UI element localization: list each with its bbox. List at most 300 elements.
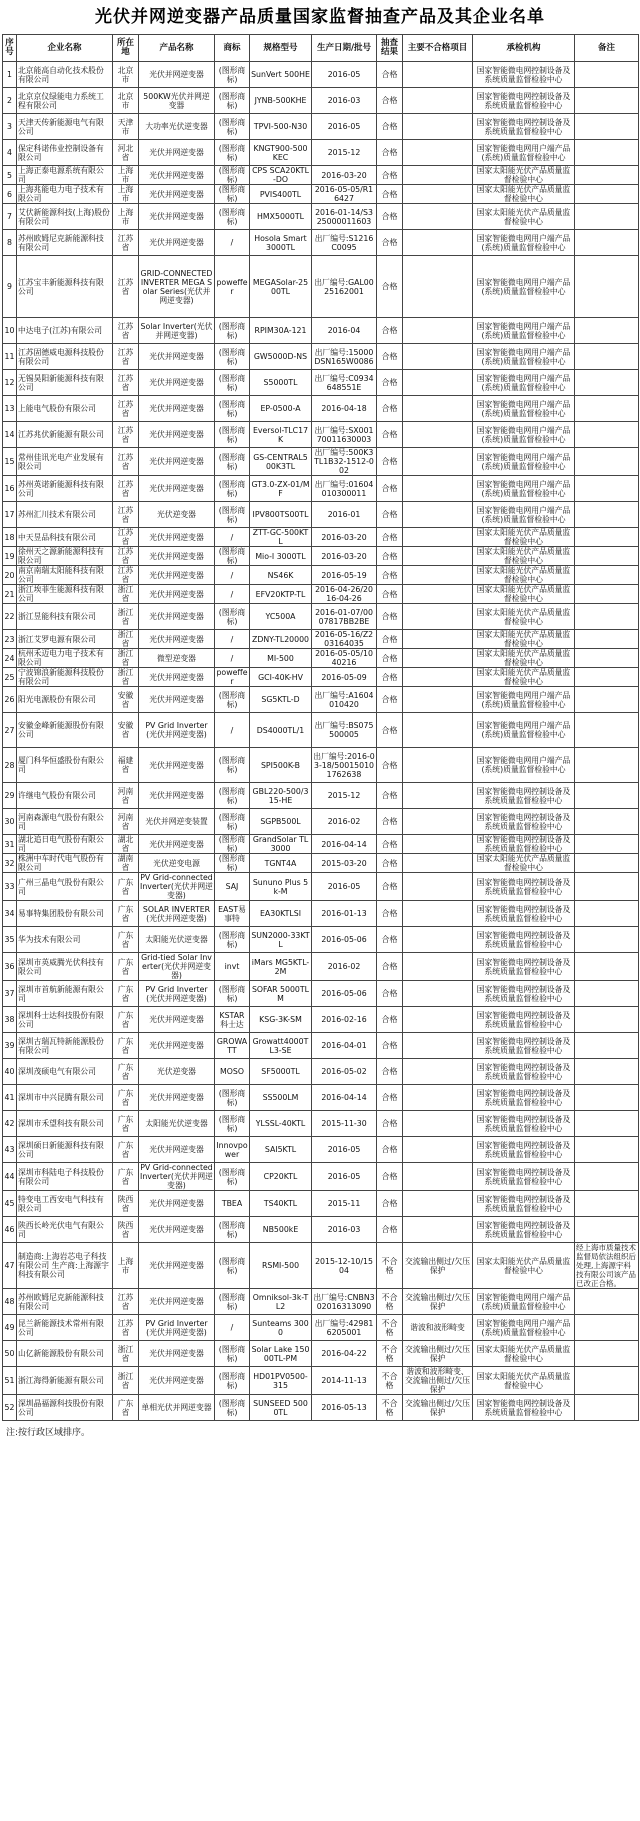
row-note [575,1367,639,1395]
row-note [575,953,639,981]
row-brand: (图形商标) [215,448,250,476]
row-company: 安徽金峰新能源股份有限公司 [17,713,113,748]
row-product: 光伏并网逆变器 [139,835,215,854]
row-note [575,713,639,748]
row-model: SS500LM [250,1085,312,1111]
row-defects [403,370,473,396]
row-company: 深圳茂硕电气有限公司 [17,1059,113,1085]
row-result: 合格 [377,1033,403,1059]
row-company: 许继电气股份有限公司 [17,783,113,809]
row-date: 出厂编号:BS075500005 [312,713,377,748]
row-result: 合格 [377,981,403,1007]
row-brand: / [215,1315,250,1341]
row-brand: Innovpower [215,1137,250,1163]
row-defects: 交流输出侧过/欠压保护 [403,1395,473,1421]
row-company: 河南森源电气股份有限公司 [17,809,113,835]
row-product: 光伏并网逆变器 [139,585,215,604]
row-no: 20 [3,566,17,585]
row-location: 湖南省 [113,854,139,873]
row-brand: (图形商标) [215,204,250,230]
row-defects [403,1111,473,1137]
row-model: JYNB-500KHE [250,88,312,114]
row-location: 广东省 [113,1033,139,1059]
row-company: 华为技术有限公司 [17,927,113,953]
row-no: 35 [3,927,17,953]
row-product: SOLAR INVERTER(光伏并网逆变器) [139,901,215,927]
row-company: 中天昱品科技有限公司 [17,528,113,547]
row-company: 易事特集团股份有限公司 [17,901,113,927]
row-date: 2015-03-20 [312,854,377,873]
table-row [3,630,639,649]
row-defects [403,713,473,748]
row-model: Sunteams 3000 [250,1315,312,1341]
row-location: 江苏省 [113,256,139,318]
row-location: 河南省 [113,809,139,835]
row-note [575,668,639,687]
row-product: 光伏并网逆变器 [139,140,215,166]
row-location: 天津市 [113,114,139,140]
row-location: 浙江省 [113,585,139,604]
row-defects [403,901,473,927]
row-note [575,585,639,604]
row-result: 合格 [377,927,403,953]
row-result: 合格 [377,630,403,649]
row-note [575,318,639,344]
row-no: 5 [3,166,17,185]
row-no: 28 [3,748,17,783]
row-no: 17 [3,502,17,528]
row-product: 光伏并网逆变器 [139,396,215,422]
row-result: 不合格 [377,1289,403,1315]
row-lab: 国家智能微电网用户端产品(系统)质量监督检验中心 [473,713,575,748]
table-row [3,927,639,953]
row-lab: 国家智能微电网用户端产品(系统)质量监督检验中心 [473,687,575,713]
row-no: 27 [3,713,17,748]
row-defects: 谐波和波形畸变、交流输出侧过/欠压保护 [403,1367,473,1395]
row-defects [403,204,473,230]
row-company: 深圳市科陆电子科技股份有限公司 [17,1163,113,1191]
row-company: 阳光电源股份有限公司 [17,687,113,713]
row-product: 光伏逆变器 [139,1059,215,1085]
row-model: SG5KTL-D [250,687,312,713]
row-no: 37 [3,981,17,1007]
row-date: 2016-05 [312,1137,377,1163]
table-row [3,1163,639,1191]
row-result: 合格 [377,604,403,630]
row-model: HD01PV0500-315 [250,1367,312,1395]
row-location: 江苏省 [113,566,139,585]
row-no: 44 [3,1163,17,1191]
row-lab: 国家智能微电网用户端产品(系统)质量监督检验中心 [473,256,575,318]
results-table [2,34,639,1421]
row-lab: 国家太阳能光伏产品质量监督检验中心 [473,649,575,668]
row-product: 光伏并网逆变器 [139,422,215,448]
row-location: 广东省 [113,1059,139,1085]
row-lab: 国家智能微电网控制设备及系统质量监督检验中心 [473,62,575,88]
table-row [3,953,639,981]
row-defects [403,140,473,166]
row-product: 光伏并网逆变器 [139,783,215,809]
row-product: 光伏并网逆变器 [139,566,215,585]
row-lab: 国家智能微电网用户端产品(系统)质量监督检验中心 [473,502,575,528]
row-product: 光伏并网逆变器 [139,370,215,396]
row-result: 合格 [377,953,403,981]
row-brand: EAST易事特 [215,901,250,927]
row-location: 浙江省 [113,1341,139,1367]
row-result: 合格 [377,809,403,835]
row-location: 河北省 [113,140,139,166]
table-row [3,185,639,204]
table-row [3,318,639,344]
row-location: 上海市 [113,185,139,204]
row-date: 2016-03 [312,88,377,114]
row-result: 合格 [377,114,403,140]
row-note [575,476,639,502]
row-result: 合格 [377,668,403,687]
row-company: 上海兆能电力电子技术有限公司 [17,185,113,204]
row-product: 太阳能光伏逆变器 [139,927,215,953]
row-lab: 国家太阳能光伏产品质量监督检验中心 [473,204,575,230]
row-no: 50 [3,1341,17,1367]
row-product: 光伏并网逆变器 [139,1191,215,1217]
row-lab: 国家智能微电网用户端产品(系统)质量监督检验中心 [473,396,575,422]
row-defects [403,1033,473,1059]
row-defects [403,528,473,547]
row-no: 49 [3,1315,17,1341]
row-result: 合格 [377,1059,403,1085]
row-note: 经上海市质量技术监督局依法组织后处理,上海源宇科技有限公司该产品已改正合格。 [575,1243,639,1289]
row-product: 光伏并网逆变器 [139,1085,215,1111]
row-brand: MOSO [215,1059,250,1085]
row-note [575,370,639,396]
row-lab: 国家智能微电网用户端产品(系统)质量监督检验中心 [473,748,575,783]
row-note [575,1395,639,1421]
row-company: 上海正泰电源系统有限公司 [17,166,113,185]
row-defects [403,854,473,873]
row-model: SUNSEED 5000TL [250,1395,312,1421]
row-brand: / [215,630,250,649]
row-company: 深圳古瑞瓦特新能源股份有限公司 [17,1033,113,1059]
row-company: 杭州禾迈电力电子技术有限公司 [17,649,113,668]
row-defects [403,668,473,687]
row-product: 500KW光伏并网逆变器 [139,88,215,114]
row-product: PV Grid Inverter(光伏并网逆变器) [139,981,215,1007]
table-row [3,668,639,687]
row-date: 2015-12-10/1504 [312,1243,377,1289]
row-no: 18 [3,528,17,547]
row-result: 合格 [377,476,403,502]
table-row [3,204,639,230]
table-row [3,649,639,668]
row-product: 微型逆变器 [139,649,215,668]
table-row [3,835,639,854]
row-lab: 国家智能微电网用户端产品(系统)质量监督检验中心 [473,230,575,256]
row-model: Solar Lake 15000TL-PM [250,1341,312,1367]
row-location: 江苏省 [113,448,139,476]
row-note [575,1217,639,1243]
row-brand: SAJ [215,873,250,901]
row-model: Omniksol-3k-TL2 [250,1289,312,1315]
row-result: 合格 [377,783,403,809]
row-result: 合格 [377,1163,403,1191]
row-location: 上海市 [113,166,139,185]
row-model: SAI5KTL [250,1137,312,1163]
row-brand: (图形商标) [215,1367,250,1395]
row-company: 艾伏新能源科技(上海)股份有限公司 [17,204,113,230]
table-row [3,448,639,476]
row-location: 北京市 [113,62,139,88]
row-company: 上能电气股份有限公司 [17,396,113,422]
row-location: 广东省 [113,953,139,981]
row-company: 深圳硕日新能源科技有限公司 [17,1137,113,1163]
row-location: 陕西省 [113,1217,139,1243]
table-row [3,140,639,166]
row-note [575,528,639,547]
row-brand: (图形商标) [215,835,250,854]
row-brand: GROWATT [215,1033,250,1059]
row-note [575,1059,639,1085]
row-brand: / [215,585,250,604]
row-result: 合格 [377,370,403,396]
row-result: 合格 [377,873,403,901]
row-product: 光伏逆变器 [139,502,215,528]
row-brand: (图形商标) [215,687,250,713]
row-lab: 国家智能微电网控制设备及系统质量监督检验中心 [473,1111,575,1137]
row-result: 合格 [377,585,403,604]
row-lab: 国家太阳能光伏产品质量监督检验中心 [473,185,575,204]
row-defects: 交流输出侧过/欠压保护 [403,1243,473,1289]
row-defects: 交流输出侧过/欠压保护 [403,1341,473,1367]
row-model: GW5000D-NS [250,344,312,370]
row-no: 39 [3,1033,17,1059]
row-model: YLSSL-40KTL [250,1111,312,1137]
row-lab: 国家太阳能光伏产品质量监督检验中心 [473,528,575,547]
row-brand: (图形商标) [215,1217,250,1243]
row-location: 上海市 [113,1243,139,1289]
row-defects [403,604,473,630]
row-note [575,88,639,114]
row-product: 单相光伏并网逆变器 [139,1395,215,1421]
table-row [3,88,639,114]
row-product: 光伏并网逆变器 [139,528,215,547]
row-model: S5000TL [250,370,312,396]
row-model: Mio-I 3000TL [250,547,312,566]
row-date: 出厂编号:2016-03-18/500150101762638 [312,748,377,783]
row-result: 合格 [377,566,403,585]
row-product: 光伏并网逆变器 [139,1243,215,1289]
row-product: Solar Inverter(光伏并网逆变器) [139,318,215,344]
row-no: 34 [3,901,17,927]
row-defects [403,649,473,668]
row-product: 光伏并网逆变器 [139,62,215,88]
row-brand: (图形商标) [215,140,250,166]
row-location: 江苏省 [113,502,139,528]
table-row [3,114,639,140]
row-location: 广东省 [113,981,139,1007]
row-model: EFV20KTP-TL [250,585,312,604]
row-lab: 国家智能微电网控制设备及系统质量监督检验中心 [473,953,575,981]
row-date: 2014-11-13 [312,1367,377,1395]
row-no: 32 [3,854,17,873]
row-no: 15 [3,448,17,476]
row-result: 合格 [377,140,403,166]
row-date: 2016-05-16/Z203164035 [312,630,377,649]
table-row [3,713,639,748]
row-lab: 国家智能微电网用户端产品(系统)质量监督检验中心 [473,344,575,370]
row-date: 出厂编号:429816205001 [312,1315,377,1341]
table-row [3,687,639,713]
table-row [3,1341,639,1367]
row-brand: / [215,566,250,585]
row-defects [403,783,473,809]
row-defects [403,185,473,204]
row-product: 光伏并网逆变器 [139,668,215,687]
row-model: ZDNY-TL20000 [250,630,312,649]
table-row [3,1395,639,1421]
row-lab: 国家智能微电网控制设备及系统质量监督检验中心 [473,873,575,901]
row-brand: (图形商标) [215,604,250,630]
row-date: 2016-03-20 [312,166,377,185]
row-result: 合格 [377,1111,403,1137]
row-no: 29 [3,783,17,809]
row-lab: 国家太阳能光伏产品质量监督检验中心 [473,604,575,630]
row-location: 浙江省 [113,630,139,649]
row-product: 光伏并网逆变器 [139,630,215,649]
row-defects [403,748,473,783]
row-note [575,1033,639,1059]
header-company: 企业名称 [17,35,113,62]
row-lab: 国家太阳能光伏产品质量监督检验中心 [473,854,575,873]
table-row [3,1111,639,1137]
row-result: 合格 [377,854,403,873]
row-note [575,422,639,448]
row-model: KNGT900-500KEC [250,140,312,166]
row-no: 13 [3,396,17,422]
row-no: 38 [3,1007,17,1033]
row-model: GT3.0-ZX-01/MF [250,476,312,502]
row-company: 保定科诺伟业控制设备有限公司 [17,140,113,166]
table-row [3,604,639,630]
row-date: 2016-04-14 [312,1085,377,1111]
row-brand: (图形商标) [215,854,250,873]
row-company: 宁波锦浪新能源科技股份有限公司 [17,668,113,687]
row-company: 北京能高自动化技术股份有限公司 [17,62,113,88]
row-defects [403,448,473,476]
row-date: 2016-03-20 [312,547,377,566]
row-location: 广东省 [113,1111,139,1137]
row-result: 合格 [377,1007,403,1033]
row-note [575,448,639,476]
row-defects [403,230,473,256]
table-row [3,981,639,1007]
row-model: GBL220-500/315-HE [250,783,312,809]
row-defects: 交流输出侧过/欠压保护 [403,1289,473,1315]
row-product: 光伏并网逆变器 [139,604,215,630]
row-location: 浙江省 [113,649,139,668]
row-no: 42 [3,1111,17,1137]
row-company: 浙江昱能科技有限公司 [17,604,113,630]
row-defects [403,318,473,344]
row-result: 合格 [377,1217,403,1243]
row-note [575,204,639,230]
row-model: EA30KTLSI [250,901,312,927]
row-company: 北京京仪绿能电力系统工程有限公司 [17,88,113,114]
table-row [3,1243,639,1289]
row-location: 江苏省 [113,422,139,448]
row-defects [403,1007,473,1033]
row-brand: (图形商标) [215,981,250,1007]
row-defects [403,88,473,114]
row-date: 2016-05-02 [312,1059,377,1085]
row-defects [403,1137,473,1163]
row-lab: 国家太阳能光伏产品质量监督检验中心 [473,547,575,566]
row-defects [403,166,473,185]
row-result: 合格 [377,1191,403,1217]
row-defects [403,502,473,528]
row-product: 光伏并网逆变器 [139,1033,215,1059]
row-product: GRID-CONNECTED INVERTER MEGA Solar Series(光伏并网逆变器) [139,256,215,318]
row-company: 中达电子(江苏)有限公司 [17,318,113,344]
row-no: 30 [3,809,17,835]
row-result: 合格 [377,422,403,448]
row-defects [403,256,473,318]
row-product: 大功率光伏逆变器 [139,114,215,140]
row-date: 出厂编号:01604010300011 [312,476,377,502]
row-model: SUN2000-33KTL [250,927,312,953]
row-company: 常州佳讯光电产业发展有限公司 [17,448,113,476]
table-row [3,748,639,783]
row-no: 23 [3,630,17,649]
row-brand: (图形商标) [215,1085,250,1111]
row-lab: 国家太阳能光伏产品质量监督检验中心 [473,1341,575,1367]
row-lab: 国家智能微电网用户端产品(系统)质量监督检验中心 [473,1289,575,1315]
row-model: SOFAR 5000TLM [250,981,312,1007]
row-product: 光伏并网逆变器 [139,344,215,370]
row-date: 2016-05 [312,873,377,901]
row-location: 广东省 [113,1137,139,1163]
row-note [575,809,639,835]
row-no: 21 [3,585,17,604]
row-no: 3 [3,114,17,140]
row-date: 2016-05-09 [312,668,377,687]
row-lab: 国家智能微电网控制设备及系统质量监督检验中心 [473,1191,575,1217]
row-location: 安徽省 [113,687,139,713]
row-location: 江苏省 [113,396,139,422]
row-model: Eversol-TLC17K [250,422,312,448]
row-date: 2016-04-18 [312,396,377,422]
row-defects [403,114,473,140]
row-brand: (图形商标) [215,185,250,204]
row-product: 光伏并网逆变器 [139,476,215,502]
table-row [3,1137,639,1163]
table-header-row [3,35,639,62]
row-note [575,256,639,318]
header-date: 生产日期/批号 [312,35,377,62]
table-row [3,585,639,604]
row-defects [403,476,473,502]
row-location: 江苏省 [113,528,139,547]
row-result: 不合格 [377,1395,403,1421]
row-result: 合格 [377,713,403,748]
row-date: 出厂编号:A1604010420 [312,687,377,713]
row-date: 2016-05 [312,62,377,88]
row-brand: poweffer [215,256,250,318]
row-lab: 国家智能微电网控制设备及系统质量监督检验中心 [473,809,575,835]
row-location: 广东省 [113,1007,139,1033]
row-no: 52 [3,1395,17,1421]
row-brand: (图形商标) [215,166,250,185]
row-defects [403,585,473,604]
